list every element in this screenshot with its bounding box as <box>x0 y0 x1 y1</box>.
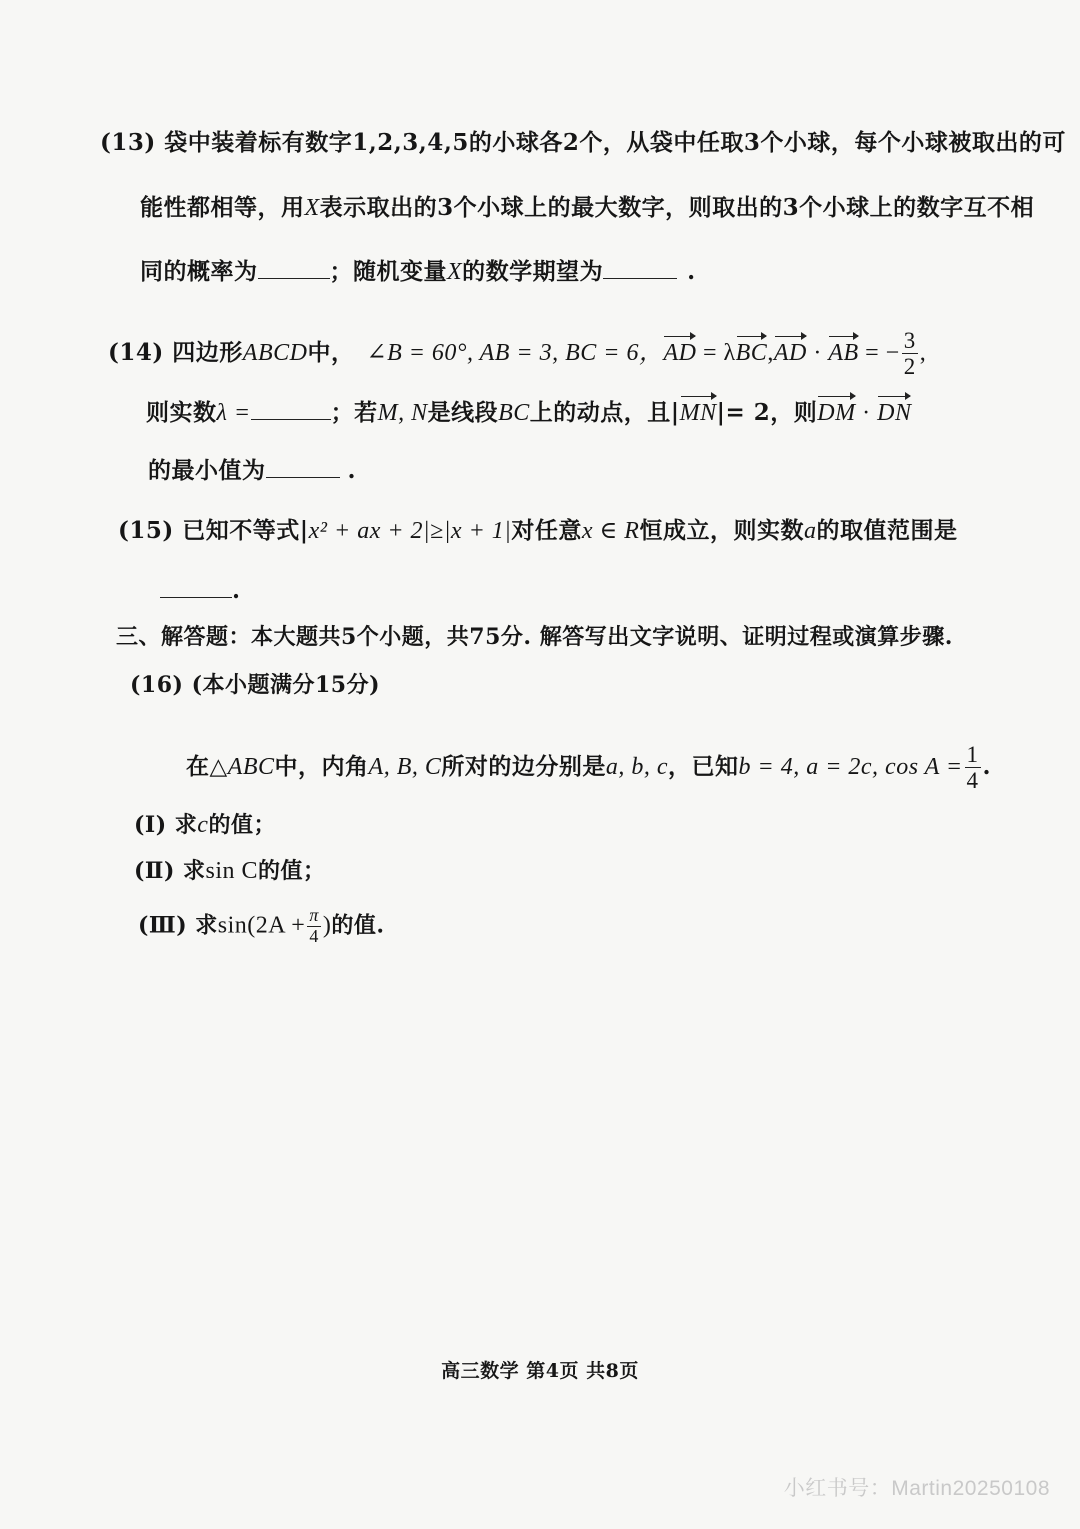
q16-text: 所对的边分别是 <box>441 752 606 780</box>
answer-blank <box>160 575 232 598</box>
q13-line1 <box>100 128 1066 158</box>
q14-line2 <box>146 397 911 428</box>
q16-text: 在△ <box>186 752 228 780</box>
q16-text: 中，内角 <box>274 752 369 780</box>
q16-var-c: c <box>197 812 209 838</box>
q15-text: 对任意 <box>511 517 582 544</box>
q16-angles: A, B, C <box>368 753 442 780</box>
q14-text: ；若 <box>330 399 378 426</box>
q16-part-label: (Ⅰ) 求 <box>134 812 198 838</box>
q15-text: 恒成立，则实数 <box>639 517 804 544</box>
fraction-numerator: π <box>309 905 319 925</box>
q14-dot: · <box>806 339 829 366</box>
q16-header-text: (16) (本小题满分15分) <box>130 672 381 698</box>
q15-text: 的取值范围是 <box>816 517 958 544</box>
fraction-denominator: 4 <box>309 925 319 946</box>
q16-part3 <box>138 906 385 947</box>
q13-line2 <box>140 193 1034 223</box>
vector-ad: AD <box>663 339 697 366</box>
q13-text: 的数学期望为 <box>462 258 604 285</box>
q16-part1 <box>134 810 276 840</box>
q13-text: ；随机变量 <box>329 258 447 285</box>
section-heading-text: 三、解答题：本大题共5个小题，共75分. 解答写出文字说明、证明过程或演算步骤. <box>116 624 953 650</box>
answer-blank <box>603 256 677 279</box>
fraction-numerator: 1 <box>966 742 979 767</box>
vector-bc: BC <box>735 339 768 366</box>
q13-text: . <box>687 258 696 285</box>
q16-part-label: (Ⅲ) 求 <box>138 912 218 939</box>
q13-var-x: X <box>447 259 463 285</box>
vector-ad: AD <box>773 339 807 366</box>
q13-text: 能性都相等，用 <box>140 194 305 221</box>
q14-label: (14) 四边形 <box>108 338 243 366</box>
q15-line2 <box>160 575 241 606</box>
q13-text: 同的概率为 <box>140 258 258 285</box>
q14-line3 <box>148 455 356 486</box>
q16-expr: sin C <box>205 858 259 884</box>
q14-eq: = λ <box>696 339 736 366</box>
q15-line1 <box>118 516 957 546</box>
q14-dot: · <box>855 400 878 426</box>
q15-var-a: a <box>803 518 817 544</box>
watermark: 小红书号：Martin20250108 <box>783 1477 1050 1500</box>
q14-text: 中， <box>307 338 355 366</box>
page-footer: 高三数学 第4页 共8页 <box>441 1360 639 1382</box>
section-heading <box>116 622 953 652</box>
q14-text: . <box>347 457 357 484</box>
q16-given: b = 4, a = 2c, cos A = <box>738 753 963 780</box>
fraction <box>965 742 981 794</box>
q16-sides: a, b, c <box>605 753 669 780</box>
q14-text: 则实数 <box>146 399 217 426</box>
q14-text: 的最小值为 <box>148 457 266 484</box>
vector-dm: DM <box>817 400 856 426</box>
vector-mn: MN <box>679 400 717 426</box>
fraction-denominator: 2 <box>903 354 916 380</box>
q13-line1-text: (13) 袋中装着标有数字1,2,3,4,5的小球各2个，从袋中任取3个小球，每个小球被取出的可 <box>100 129 1066 156</box>
q14-points: M, N <box>377 400 428 426</box>
q14-angle: ∠B = 60°, AB = 3, BC = 6， <box>366 339 664 366</box>
vector-dn: DN <box>877 400 912 426</box>
q13-line3 <box>140 256 696 287</box>
q16-part-label: (Ⅱ) 求 <box>134 858 206 884</box>
q16-triangle: ABC <box>227 753 275 780</box>
fraction <box>902 328 918 380</box>
q14-text: 是线段 <box>427 399 499 426</box>
q14-eq: = − <box>858 339 900 366</box>
q14-comma: , <box>767 339 774 366</box>
q15-text: (15) 已知不等式| <box>118 517 309 544</box>
answer-blank <box>251 397 331 420</box>
q16-header <box>130 670 380 700</box>
answer-blank <box>266 455 340 478</box>
q16-text: ，已知 <box>668 752 739 780</box>
q13-text: 表示取出的3个小球上的最大数字，则取出的3个小球上的数字互不相 <box>319 194 1035 221</box>
q16-part2 <box>134 856 326 886</box>
q14-segment: BC <box>498 400 530 426</box>
q16-text: . <box>982 752 992 780</box>
q16-text: 的值； <box>258 858 326 884</box>
q14-lambda: λ = <box>216 400 251 426</box>
q16-expr: ) <box>322 912 332 939</box>
q13-var-x: X <box>304 195 320 221</box>
q15-inequality: x² + ax + 2|≥|x + 1| <box>308 518 512 544</box>
q14-text: |= 2，则 <box>716 399 818 426</box>
fraction-numerator: 3 <box>903 328 916 353</box>
fraction <box>307 906 321 947</box>
q16-expr: sin(2A + <box>217 912 306 939</box>
fraction-denominator: 4 <box>966 768 979 794</box>
q14-text: 上的动点，且| <box>529 399 680 426</box>
q16-text: 的值. <box>331 912 385 939</box>
q15-condition: x ∈ R <box>581 518 640 544</box>
q16-stem <box>186 742 991 794</box>
q14-quad: ABCD <box>242 339 308 366</box>
q16-text: 的值； <box>208 812 276 838</box>
q14-comma: , <box>919 339 927 366</box>
q14-line1 <box>108 328 926 380</box>
answer-blank <box>258 256 330 279</box>
q15-text: . <box>232 577 241 604</box>
vector-ab: AB <box>828 339 859 366</box>
